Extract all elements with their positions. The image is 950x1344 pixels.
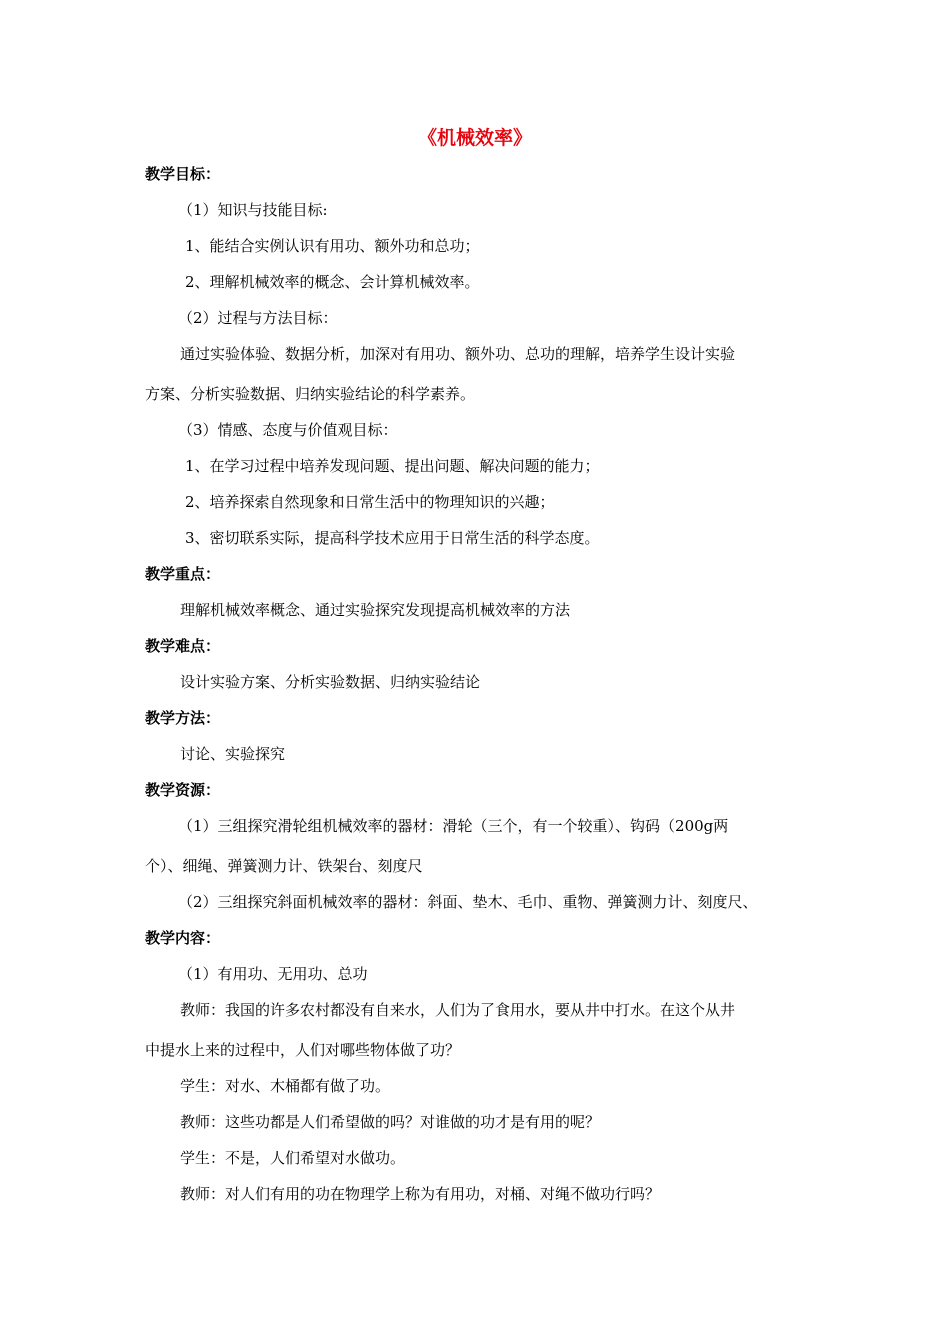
content-dialog3: 教师：这些功都是人们希望做的吗？对谁做的功才是有用的呢？ xyxy=(180,1113,601,1131)
content-dialog2: 学生：对水、木桶都有做了功。 xyxy=(180,1077,391,1095)
objectives-sub3: （3）情感、态度与价值观目标： xyxy=(178,421,398,439)
objectives-sub2-para-line1: 通过实验体验、数据分析，加深对有用功、额外功、总功的理解，培养学生设计实验 xyxy=(180,345,736,363)
content-sub1: （1）有用功、无用功、总功 xyxy=(178,965,368,983)
objectives-sub3-item2: 2、培养探索自然现象和日常生活中的物理知识的兴趣； xyxy=(185,493,555,511)
resources-item1-line1: （1）三组探究滑轮组机械效率的器材：滑轮（三个，有一个较重）、钩码（200g两 xyxy=(178,817,729,835)
objectives-sub3-item3: 3、密切联系实际，提高科学技术应用于日常生活的科学态度。 xyxy=(185,529,600,547)
key-points-text: 理解机械效率概念、通过实验探究发现提高机械效率的方法 xyxy=(180,601,571,619)
content-dialog1-line1: 教师：我国的许多农村都没有自来水，人们为了食用水，要从井中打水。在这个从井 xyxy=(180,1001,736,1019)
difficulties-text: 设计实验方案、分析实验数据、归纳实验结论 xyxy=(180,673,481,691)
methods-heading: 教学方法： xyxy=(145,709,221,727)
content-dialog5: 教师：对人们有用的功在物理学上称为有用功，对桶、对绳不做功行吗？ xyxy=(180,1185,661,1203)
difficulties-heading: 教学难点： xyxy=(145,637,221,655)
objectives-heading: 教学目标： xyxy=(145,165,221,183)
key-points-heading: 教学重点： xyxy=(145,565,221,583)
content-dialog4: 学生：不是，人们希望对水做功。 xyxy=(180,1149,406,1167)
resources-heading: 教学资源： xyxy=(145,781,221,799)
objectives-sub1-item1: 1、能结合实例认识有用功、额外功和总功； xyxy=(185,237,480,255)
methods-text: 讨论、实验探究 xyxy=(180,745,286,763)
objectives-sub2: （2）过程与方法目标： xyxy=(178,309,338,327)
objectives-sub3-item1: 1、在学习过程中培养发现问题、提出问题、解决问题的能力； xyxy=(185,457,600,475)
resources-item2: （2）三组探究斜面机械效率的器材：斜面、垫木、毛巾、重物、弹簧测力计、刻度尺、 xyxy=(178,893,758,911)
content-dialog1-line2: 中提水上来的过程中，人们对哪些物体做了功？ xyxy=(145,1041,461,1059)
resources-item1-line2: 个）、细绳、弹簧测力计、铁架台、刻度尺 xyxy=(145,857,423,875)
document-title: 《机械效率》 xyxy=(417,127,532,149)
objectives-sub1-item2: 2、理解机械效率的概念、会计算机械效率。 xyxy=(185,273,480,291)
content-heading: 教学内容： xyxy=(145,929,221,947)
objectives-sub1: （1）知识与技能目标: xyxy=(178,201,328,219)
objectives-sub2-para-line2: 方案、分析实验数据、归纳实验结论的科学素养。 xyxy=(145,385,476,403)
